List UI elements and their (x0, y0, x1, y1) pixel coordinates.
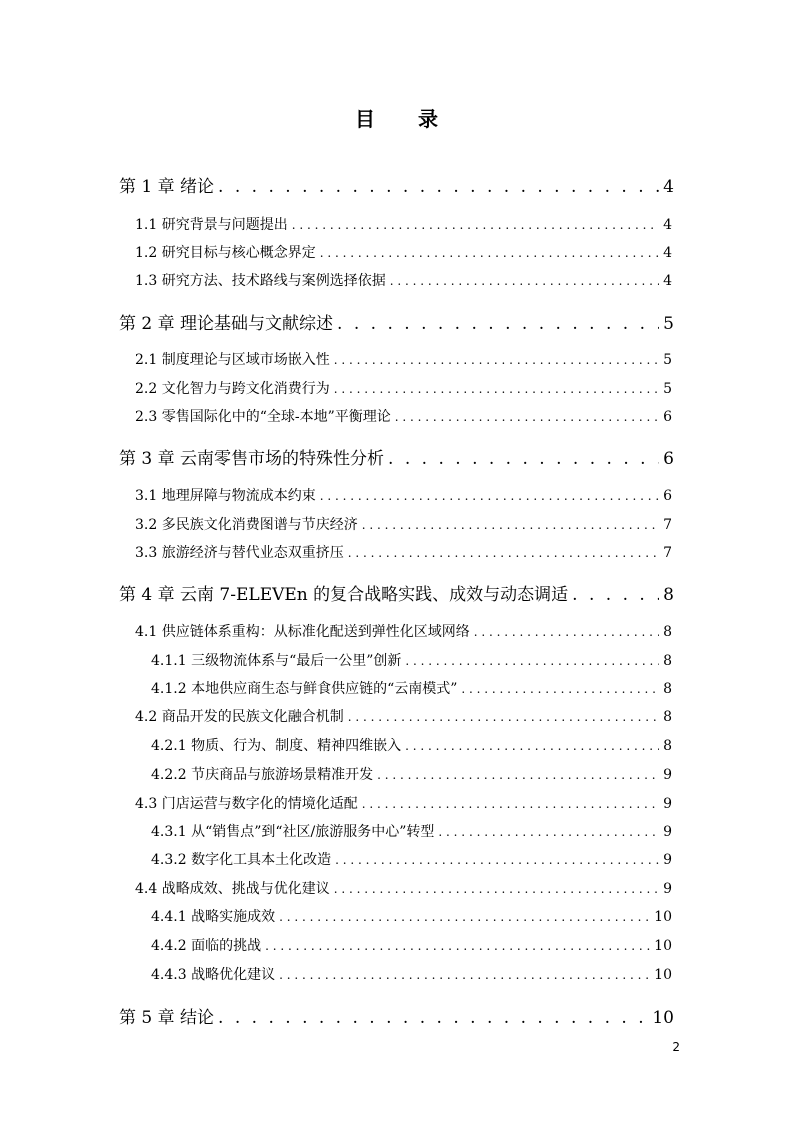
toc-entry-label: 2.3 零售国际化中的“全球-本地”平衡理论 (135, 409, 391, 425)
toc-entry-label: 1.1 研究背景与问题提出 (135, 217, 288, 233)
toc-entry-label: 第 3 章 云南零售市场的特殊性分析 (119, 449, 385, 469)
toc-entry-label: 第 4 章 云南 7-ELEVEn 的复合战略实践、成效与动态调适 (119, 585, 569, 605)
toc-entry-page: 9 (663, 881, 672, 897)
toc-entry-label: 1.2 研究目标与核心概念界定 (135, 245, 316, 261)
toc-entry-page: 9 (663, 796, 672, 812)
toc-entry-label: 4.3.1 从“销售点”到“社区/旅游服务中心”转型 (151, 824, 435, 840)
toc-leader-dots (334, 353, 659, 367)
toc-entry-4-2-2[interactable] (151, 764, 672, 784)
toc-leader-dots (388, 449, 659, 469)
toc-leader-dots (292, 218, 659, 232)
toc-entry-page: 10 (652, 1008, 674, 1028)
toc-entry-page: 4 (663, 177, 674, 197)
toc-entry-1-3[interactable] (135, 270, 672, 290)
toc-entry-label: 2.1 制度理论与区域市场嵌入性 (135, 352, 330, 368)
toc-entry-label: 3.3 旅游经济与替代业态双重挤压 (135, 545, 344, 561)
toc-entry-page: 4 (663, 245, 672, 261)
toc-leader-dots (218, 1008, 648, 1028)
toc-entry-1-2[interactable] (135, 242, 672, 262)
toc-entry-chapter-4[interactable] (119, 580, 674, 605)
toc-entry-4-2[interactable] (135, 706, 672, 726)
toc-leader-dots (265, 939, 650, 953)
toc-entry-label: 4.4 战略成效、挑战与优化建议 (135, 881, 330, 897)
toc-entry-page: 7 (663, 517, 672, 533)
toc-entry-label: 4.4.3 战略优化建议 (151, 967, 276, 983)
toc-entry-label: 第 2 章 理论基础与文献综述 (119, 314, 334, 334)
toc-entry-4-1-2[interactable] (151, 678, 672, 698)
toc-entry-page: 8 (663, 738, 672, 754)
toc-leader-dots (335, 853, 659, 867)
toc-entry-4-2-1[interactable] (151, 735, 672, 755)
toc-entry-page: 10 (654, 938, 672, 954)
toc-leader-dots (395, 410, 659, 424)
toc-leader-dots (279, 910, 650, 924)
toc-leader-dots (348, 546, 659, 560)
toc-leader-dots (362, 797, 659, 811)
toc-entry-4-3[interactable] (135, 793, 672, 813)
toc-entry-label: 第 5 章 结论 (119, 1008, 215, 1028)
toc-entry-4-3-2[interactable] (151, 849, 672, 869)
page-number: 2 (672, 1040, 680, 1054)
toc-entry-4-4-2[interactable] (151, 935, 672, 955)
toc-entry-3-1[interactable] (135, 485, 672, 505)
toc-leader-dots (461, 682, 659, 696)
toc-entry-4-4-3[interactable] (151, 964, 672, 984)
toc-entry-4-4[interactable] (135, 878, 672, 898)
toc-entry-2-1[interactable] (135, 349, 672, 369)
toc-leader-dots (405, 654, 659, 668)
toc-leader-dots (438, 825, 659, 839)
toc-entry-label: 4.4.2 面临的挑战 (151, 938, 262, 954)
toc-entry-page: 10 (654, 967, 672, 983)
toc-entry-label: 1.3 研究方法、技术路线与案例选择依据 (135, 273, 386, 289)
toc-leader-dots (474, 625, 659, 639)
toc-leader-dots (337, 314, 659, 334)
toc-entry-page: 8 (663, 585, 674, 605)
toc-entry-3-3[interactable] (135, 542, 672, 562)
toc-entry-page: 5 (663, 381, 672, 397)
toc-leader-dots (279, 968, 650, 982)
toc-entry-page: 8 (663, 624, 672, 640)
toc-entry-label: 4.3.2 数字化工具本土化改造 (151, 852, 332, 868)
toc-entry-page: 8 (663, 681, 672, 697)
toc-entry-3-2[interactable] (135, 514, 672, 534)
toc-leader-dots (334, 382, 659, 396)
toc-entry-page: 4 (663, 273, 672, 289)
toc-entry-page: 9 (663, 824, 672, 840)
toc-leader-dots (320, 489, 659, 503)
toc-entry-page: 6 (663, 449, 674, 469)
toc-entry-label: 4.1.1 三级物流体系与“最后一公里”创新 (151, 653, 402, 669)
toc-entry-page: 10 (654, 909, 672, 925)
toc-entry-label: 4.1.2 本地供应商生态与鲜食供应链的“云南模式” (151, 681, 458, 697)
toc-entry-label: 第 1 章 绪论 (119, 177, 215, 197)
toc-entry-page: 4 (663, 217, 672, 233)
toc-leader-dots (334, 882, 659, 896)
toc-entry-page: 5 (663, 314, 674, 334)
toc-entry-page: 9 (663, 767, 672, 783)
toc-entry-label: 4.3 门店运营与数字化的情境化适配 (135, 796, 358, 812)
toc-entry-label: 3.2 多民族文化消费图谱与节庆经济 (135, 517, 358, 533)
toc-entry-chapter-5[interactable] (119, 1003, 674, 1028)
toc-leader-dots (320, 246, 659, 260)
toc-entry-label: 2.2 文化智力与跨文化消费行为 (135, 381, 330, 397)
toc-entry-page: 8 (663, 653, 672, 669)
toc-entry-1-1[interactable] (135, 214, 672, 234)
toc-entry-4-3-1[interactable] (151, 821, 672, 841)
toc-leader-dots (572, 585, 659, 605)
toc-entry-label: 4.2.2 节庆商品与旅游场景精准开发 (151, 767, 374, 783)
toc-title: 目 录 (355, 107, 456, 131)
toc-entry-page: 8 (663, 709, 672, 725)
toc-entry-label: 4.2 商品开发的民族文化融合机制 (135, 709, 344, 725)
toc-entry-page: 5 (663, 352, 672, 368)
toc-entry-label: 3.1 地理屏障与物流成本约束 (135, 488, 316, 504)
toc-leader-dots (405, 739, 659, 753)
toc-entry-2-3[interactable] (135, 406, 672, 426)
toc-entry-chapter-1[interactable] (119, 172, 674, 197)
toc-entry-4-1-1[interactable] (151, 650, 672, 670)
toc-leader-dots (348, 710, 659, 724)
toc-entry-4-1[interactable] (135, 621, 672, 641)
toc-leader-dots (362, 518, 659, 532)
toc-entry-page: 6 (663, 488, 672, 504)
toc-entry-4-4-1[interactable] (151, 906, 672, 926)
toc-entry-label: 4.4.1 战略实施成效 (151, 909, 276, 925)
toc-leader-dots (218, 177, 659, 197)
toc-entry-page: 9 (663, 852, 672, 868)
toc-leader-dots (390, 274, 659, 288)
toc-entry-2-2[interactable] (135, 378, 672, 398)
toc-entry-page: 7 (663, 545, 672, 561)
toc-entry-chapter-2[interactable] (119, 309, 674, 334)
toc-leader-dots (377, 768, 659, 782)
toc-entry-label: 4.1 供应链体系重构：从标准化配送到弹性化区域网络 (135, 624, 470, 640)
toc-entry-label: 4.2.1 物质、行为、制度、精神四维嵌入 (151, 738, 402, 754)
toc-entry-page: 6 (663, 409, 672, 425)
toc-entry-chapter-3[interactable] (119, 444, 674, 469)
